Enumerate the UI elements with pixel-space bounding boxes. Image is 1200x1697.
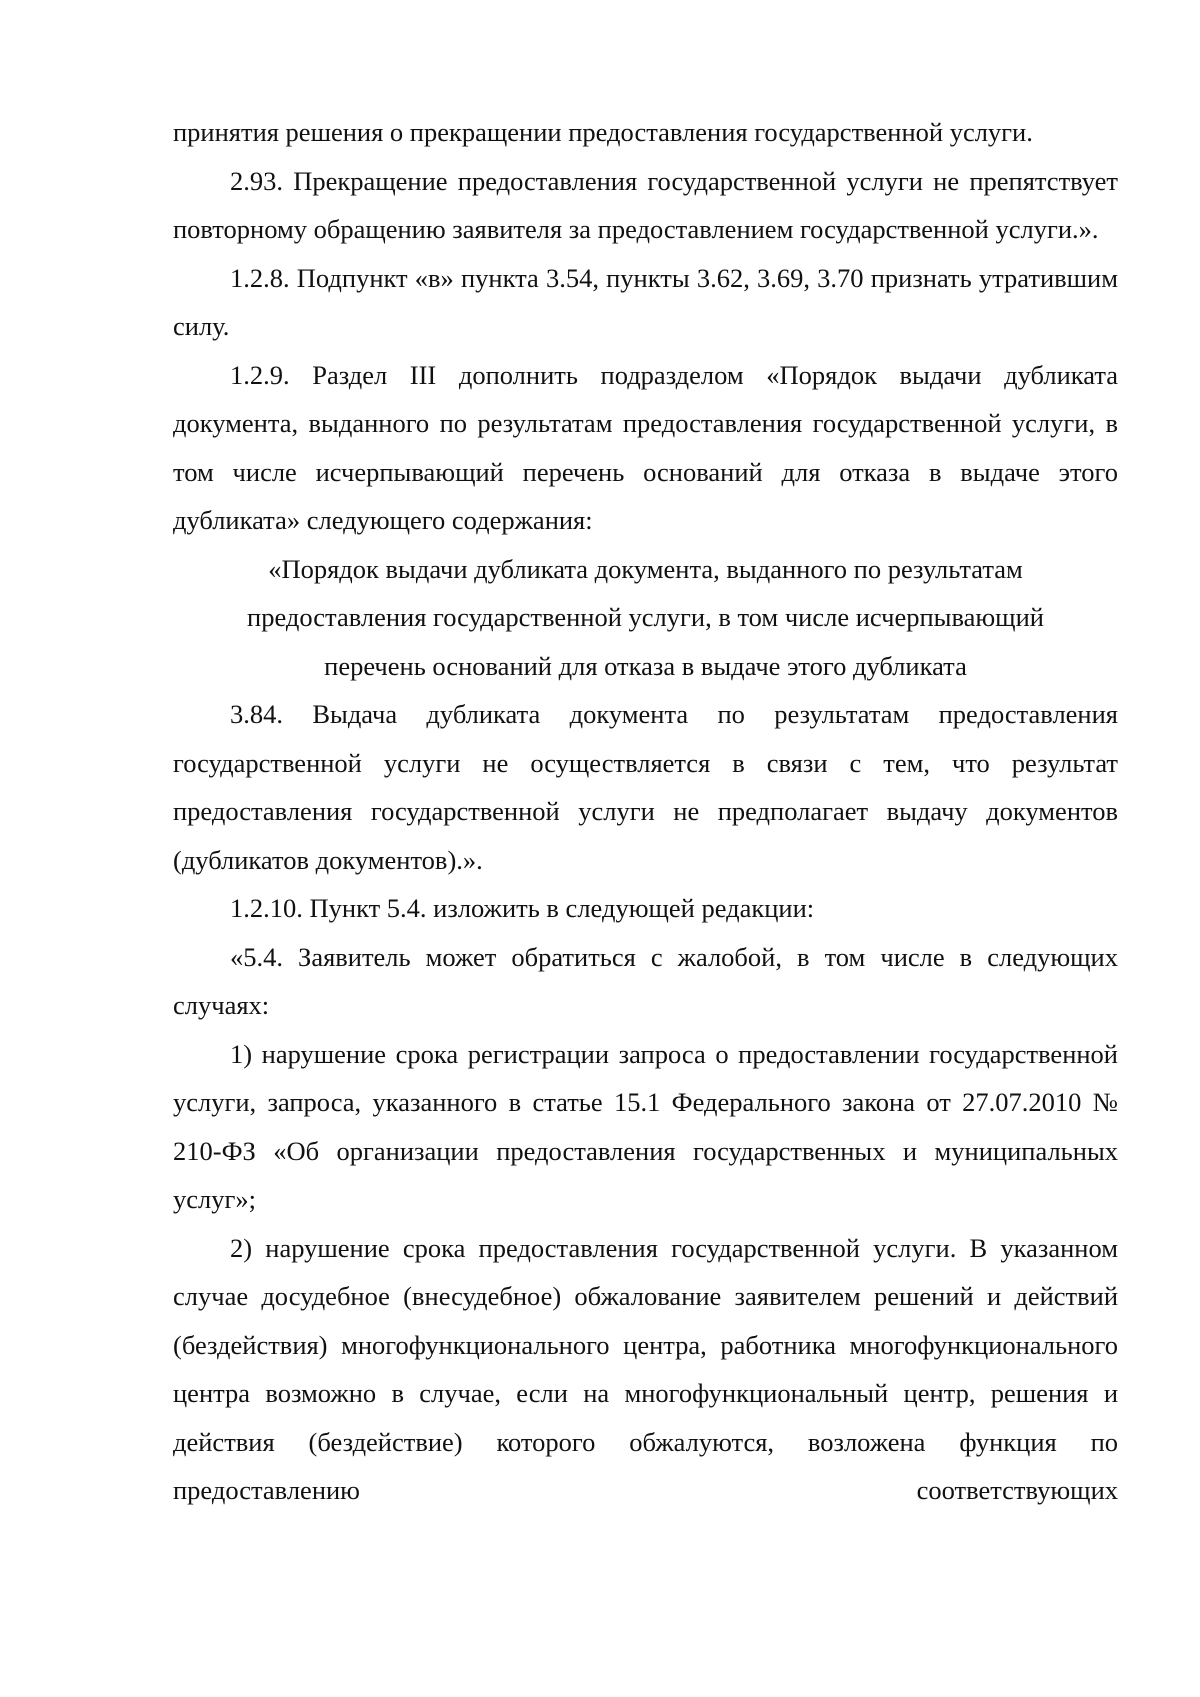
- list-item-1: 1) нарушение срока регистрации запроса о предоставлении государственной услуги, запроса, указанного в статье 15.1 Федерального закона от 27.07.2010 № 210-ФЗ «Об организации предоставления государственных и муниципальных услуг»;: [173, 1038, 1118, 1214]
- paragraph-5-4: «5.4. Заявитель может обратиться с жалобой, в том числе в следующих случаях:: [173, 941, 1118, 1020]
- list-item-2: 2) нарушение срока предоставления государственной услуги. В указанном случае досудебное (внесудебное) обжалование заявителем решений и действий (бездействия) многофункционального центра, работника многофункционального центра возможно в случае, если на многофункциональный центр, решения и действия (бездействие) которого обжалуются, возложена функция по предоставлению соответствующих: [173, 1232, 1118, 1505]
- paragraph-1-2-9: 1.2.9. Раздел III дополнить подразделом «Порядок выдачи дубликата документа, выданного по результатам предоставления государственной услуги, в том числе исчерпывающий перечень оснований для отказа в выдаче этого дубликата» следующего содержания:: [173, 359, 1118, 535]
- document-body: [173, 108, 1118, 1515]
- paragraph-3-84: 3.84. Выдача дубликата документа по результатам предоставления государственной услуги не осуществляется в связи с тем, что результат предоставления государственной услуги не предполагает выдачу документов (дубликатов документов).».: [173, 699, 1118, 875]
- paragraph-2-93: 2.93. Прекращение предоставления государственной услуги не препятствует повторному обращению заявителя за предоставлением государственной услуги.».: [173, 165, 1118, 244]
- paragraph-1-2-10: 1.2.10. Пункт 5.4. изложить в следующей редакции:: [230, 893, 815, 923]
- paragraph-1-2-8: 1.2.8. Подпункт «в» пункта 3.54, пункты 3.62, 3.69, 3.70 признать утратившим силу.: [173, 262, 1118, 341]
- paragraph-continuation: принятия решения о прекращении предоставления государственной услуги.: [173, 117, 1033, 147]
- subsection-heading: «Порядок выдачи дубликата документа, выданного по результатам предоставления государственной услуги, в том числе исчерпывающий перечень оснований для отказа в выдаче этого дубликата: [247, 553, 1044, 681]
